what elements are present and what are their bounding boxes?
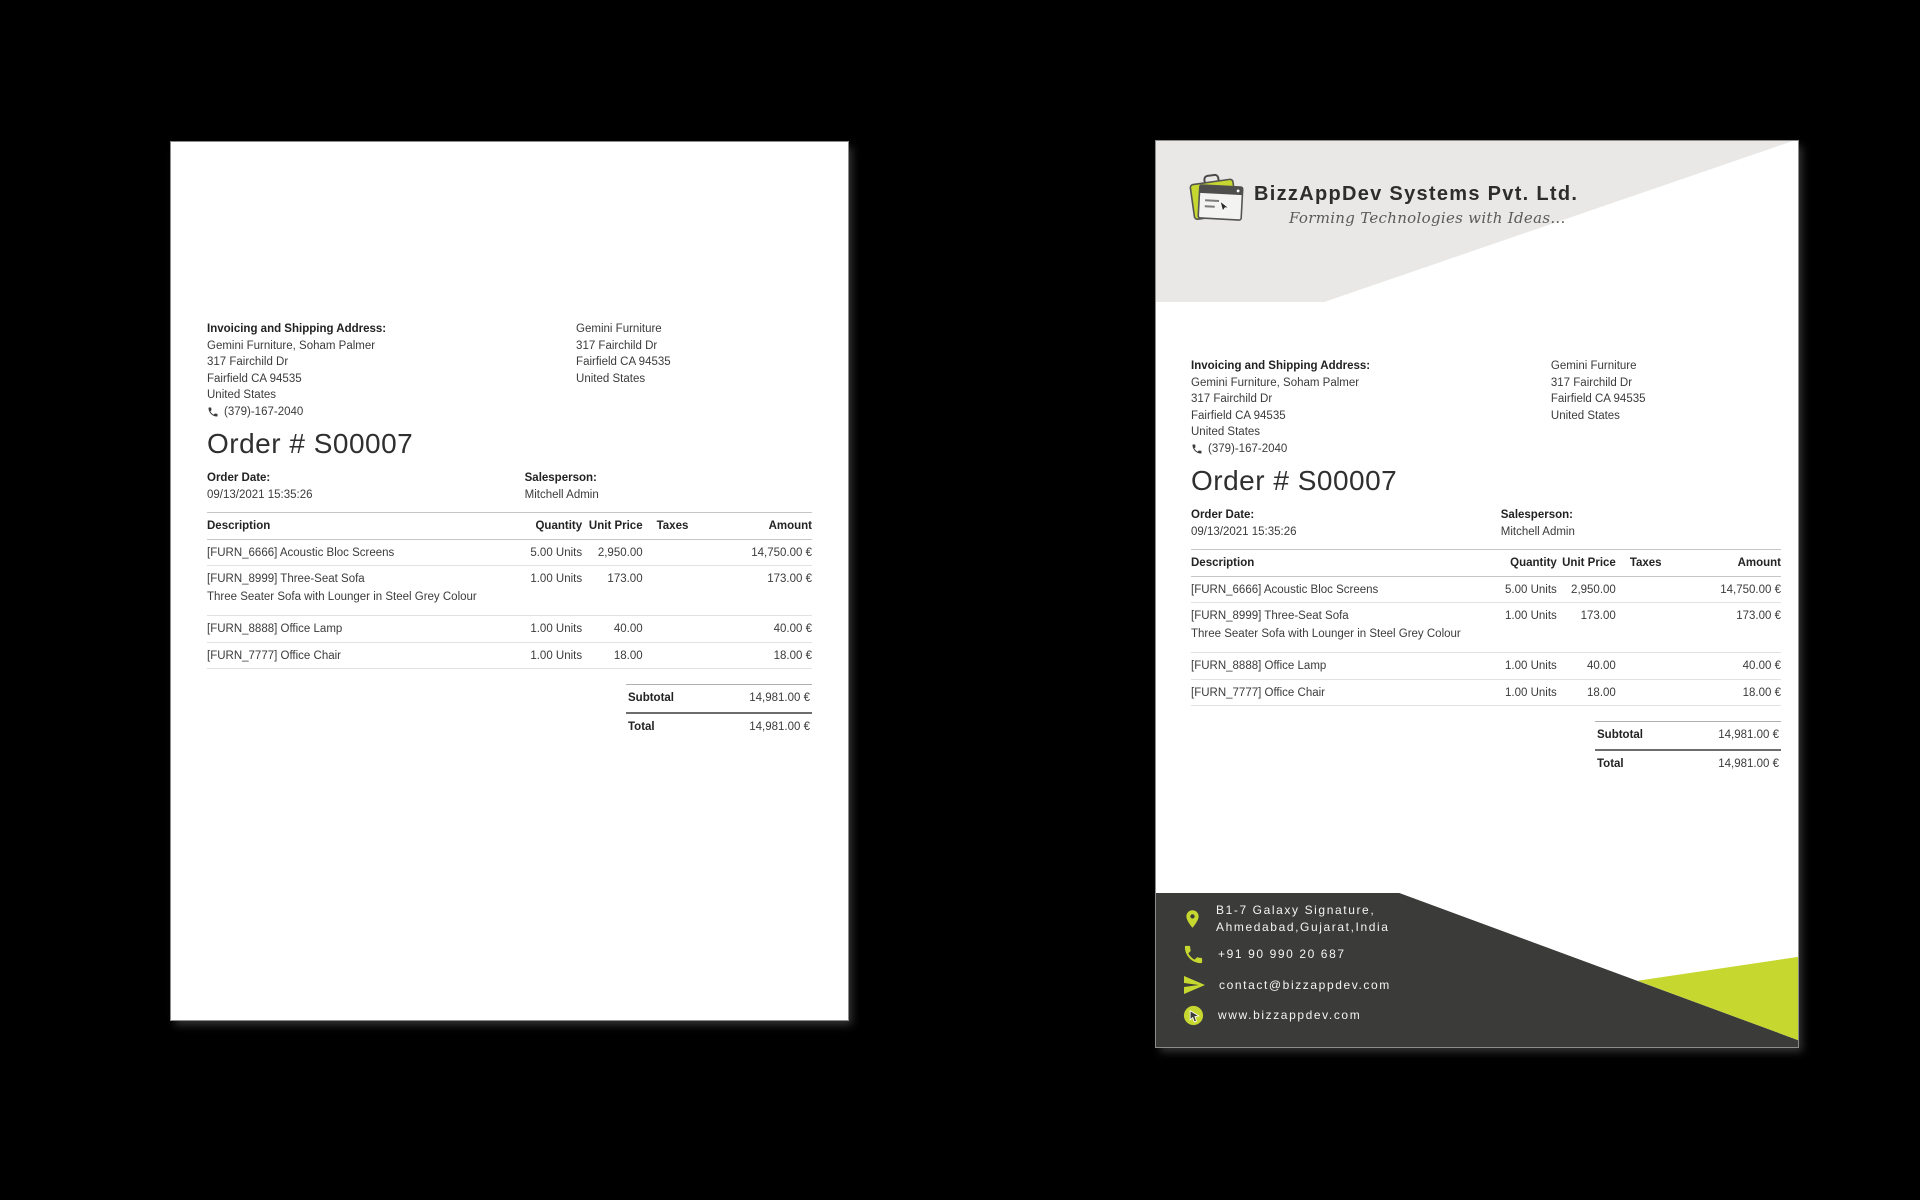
table-row-main	[1191, 608, 1781, 625]
invoice-page-branded	[1156, 141, 1798, 1047]
cell-taxes	[643, 545, 710, 562]
salesperson-block	[1501, 507, 1781, 540]
company-address-line: 317 Fairchild Dr	[576, 339, 658, 352]
cell-unit-price: 18.00	[613, 649, 643, 662]
billing-phone-line	[1191, 441, 1551, 458]
cell-amount: 14,750.00 €	[1720, 583, 1781, 596]
table-header-row	[1191, 549, 1781, 577]
cell-description: [FURN_8999] Three-Seat Sofa	[1191, 610, 1349, 622]
table-row	[207, 643, 812, 670]
cell-amount: 14,750.00 €	[751, 546, 812, 559]
footer-phone-row	[1182, 943, 1391, 966]
order-date-value: 09/13/2021 15:35:26	[1191, 525, 1297, 538]
header-amount: Amount	[1737, 557, 1781, 569]
cell-quantity: 1.00 Units	[530, 623, 583, 635]
billing-phone: (379)-167-2040	[1208, 442, 1288, 455]
salesperson-label: Salesperson:	[524, 472, 597, 484]
address-section	[1191, 358, 1781, 457]
cell-amount: 40.00 €	[1742, 660, 1781, 672]
subtotal-value: 14,981.00 €	[749, 692, 810, 704]
total-value: 14,981.00 €	[749, 720, 810, 733]
footer-address-lines	[1216, 902, 1390, 936]
company-address-line: Fairfield CA 94535	[1550, 393, 1646, 405]
company-address-line: United States	[1550, 409, 1620, 422]
order-date-block	[1191, 507, 1501, 540]
phone-icon	[1191, 443, 1203, 455]
salesperson-block	[525, 470, 812, 503]
company-address-line: United States	[576, 372, 646, 385]
cell-taxes	[1616, 658, 1681, 675]
billing-address-line: Fairfield CA 94535	[1191, 409, 1286, 422]
send-icon	[1182, 973, 1206, 997]
total-row	[1595, 749, 1781, 778]
billing-phone: (379)-167-2040	[224, 405, 304, 418]
order-date-label: Order Date:	[1191, 509, 1255, 521]
cell-unit-price: 173.00	[1580, 610, 1616, 622]
cell-description: [FURN_6666] Acoustic Bloc Screens	[1191, 583, 1379, 596]
table-row-main	[207, 571, 812, 588]
subtotal-label: Subtotal	[1597, 729, 1643, 741]
phone-icon	[1182, 943, 1205, 966]
subtotal-value: 14,981.00 €	[1718, 729, 1779, 741]
billing-address-block	[207, 321, 576, 420]
cell-quantity: 1.00 Units	[530, 649, 583, 662]
company-address-block	[1551, 358, 1781, 457]
company-name: BizzAppDev Systems Pvt. Ltd.	[1254, 183, 1579, 205]
table-row	[1191, 577, 1781, 604]
total-row	[626, 712, 812, 741]
cell-sub-description: Three Seater Sofa with Lounger in Steel Grey Colour	[1191, 627, 1461, 640]
cell-quantity: 1.00 Units	[1505, 686, 1557, 699]
table-row	[1191, 603, 1781, 653]
invoice-content	[171, 142, 848, 740]
cell-description: [FURN_6666] Acoustic Bloc Screens	[207, 546, 395, 559]
billing-address-line: Fairfield CA 94535	[207, 372, 302, 385]
company-address-line: Gemini Furniture	[1550, 360, 1637, 372]
salesperson-value: Mitchell Admin	[1500, 525, 1575, 538]
salesperson-label: Salesperson:	[1500, 509, 1573, 521]
company-address-line: 317 Fairchild Dr	[1550, 376, 1633, 389]
cell-amount: 40.00 €	[773, 623, 812, 635]
cell-taxes	[643, 621, 710, 638]
header-description: Description	[207, 520, 271, 532]
line-items-table	[1191, 549, 1781, 706]
footer-phone: +91 90 990 20 687	[1218, 947, 1346, 961]
footer-address-line2: Ahmedabad,Gujarat,India	[1216, 920, 1390, 934]
cell-description: [FURN_8888] Office Lamp	[1191, 660, 1327, 672]
footer-email-row	[1182, 973, 1391, 997]
line-items-table	[207, 512, 812, 669]
order-meta-section	[1191, 507, 1781, 540]
cell-quantity: 5.00 Units	[530, 546, 583, 559]
footer-website: www.bizzappdev.com	[1218, 1008, 1362, 1022]
billing-address-line: 317 Fairchild Dr	[207, 356, 289, 368]
cell-unit-price: 173.00	[607, 573, 643, 585]
header-unit-price: Unit Price	[588, 520, 643, 532]
billing-address-block	[1191, 358, 1551, 457]
billing-address-line: 317 Fairchild Dr	[1191, 393, 1273, 405]
header-quantity: Quantity	[1510, 557, 1557, 569]
cell-quantity: 1.00 Units	[1505, 660, 1557, 672]
cell-amount: 18.00 €	[773, 649, 812, 662]
order-title: Order # S00007	[207, 428, 414, 459]
totals-block	[626, 684, 812, 740]
cell-unit-price: 40.00	[1587, 660, 1616, 672]
header-taxes: Taxes	[1629, 557, 1662, 569]
billing-address-line: United States	[1191, 426, 1261, 438]
subtotal-row	[1595, 721, 1781, 749]
cell-amount: 173.00 €	[1736, 610, 1781, 622]
total-label: Total	[1597, 757, 1624, 770]
address-section	[207, 321, 812, 420]
header-unit-price: Unit Price	[1562, 557, 1616, 569]
footer-address-line1: B1-7 Galaxy Signature,	[1216, 903, 1376, 917]
footer-website-row	[1182, 1004, 1391, 1027]
cell-unit-price: 2,950.00	[597, 546, 643, 559]
billing-address-line: Gemini Furniture, Soham Palmer	[1191, 376, 1360, 389]
company-tagline: Forming Technologies with Ideas...	[1289, 209, 1566, 227]
cell-taxes	[643, 648, 710, 665]
location-pin-icon	[1182, 905, 1203, 933]
table-row	[1191, 653, 1781, 680]
letterhead-footer	[1156, 893, 1798, 1047]
totals-block	[1595, 721, 1781, 777]
cell-quantity: 5.00 Units	[1505, 583, 1557, 596]
cell-unit-price: 18.00	[1587, 686, 1616, 699]
salesperson-value: Mitchell Admin	[524, 488, 599, 501]
invoice-page-plain	[171, 142, 848, 1020]
cell-taxes	[643, 571, 710, 588]
cell-amount: 173.00 €	[767, 573, 812, 585]
header-quantity: Quantity	[535, 520, 583, 532]
order-date-label: Order Date:	[207, 472, 271, 484]
cell-quantity: 1.00 Units	[530, 573, 583, 585]
total-value: 14,981.00 €	[1718, 757, 1779, 770]
cell-taxes	[1616, 582, 1681, 599]
phone-icon	[207, 406, 219, 418]
company-address-block	[576, 321, 812, 420]
billing-address-line: Gemini Furniture, Soham Palmer	[207, 339, 376, 352]
table-header-row	[207, 512, 812, 540]
footer-contact-block	[1182, 902, 1391, 1034]
table-row	[1191, 680, 1781, 707]
footer-email: contact@bizzappdev.com	[1219, 977, 1391, 992]
billing-address-label: Invoicing and Shipping Address:	[207, 323, 387, 335]
company-address-line: Gemini Furniture	[576, 323, 662, 335]
cell-taxes	[1616, 685, 1681, 702]
invoice-content	[1156, 141, 1798, 777]
globe-cursor-icon	[1182, 1004, 1205, 1027]
cell-description: [FURN_8888] Office Lamp	[207, 623, 343, 635]
billing-address-label: Invoicing and Shipping Address:	[1191, 360, 1371, 372]
table-row	[207, 616, 812, 643]
cell-description: [FURN_7777] Office Chair	[207, 649, 342, 662]
cell-description: [FURN_8999] Three-Seat Sofa	[207, 573, 365, 585]
total-label: Total	[628, 720, 655, 733]
company-address-line: Fairfield CA 94535	[576, 356, 671, 368]
cell-taxes	[1616, 608, 1681, 625]
order-title: Order # S00007	[1191, 465, 1398, 496]
subtotal-row	[626, 684, 812, 712]
order-date-block	[207, 470, 525, 503]
billing-phone-line	[207, 404, 576, 421]
cell-quantity: 1.00 Units	[1505, 610, 1557, 622]
table-row	[207, 566, 812, 616]
billing-address-line: United States	[207, 389, 277, 401]
cell-unit-price: 40.00	[613, 623, 643, 635]
cell-amount: 18.00 €	[1742, 686, 1781, 699]
header-taxes: Taxes	[656, 520, 689, 532]
cell-unit-price: 2,950.00	[1571, 583, 1616, 596]
header-amount: Amount	[768, 520, 812, 532]
cell-sub-description: Three Seater Sofa with Lounger in Steel Grey Colour	[207, 590, 477, 603]
cell-description: [FURN_7777] Office Chair	[1191, 686, 1326, 699]
subtotal-label: Subtotal	[628, 692, 674, 704]
order-meta-section	[207, 470, 812, 503]
footer-address-row	[1182, 902, 1391, 936]
table-row	[207, 540, 812, 567]
order-date-value: 09/13/2021 15:35:26	[207, 488, 313, 501]
header-description: Description	[1191, 557, 1255, 569]
